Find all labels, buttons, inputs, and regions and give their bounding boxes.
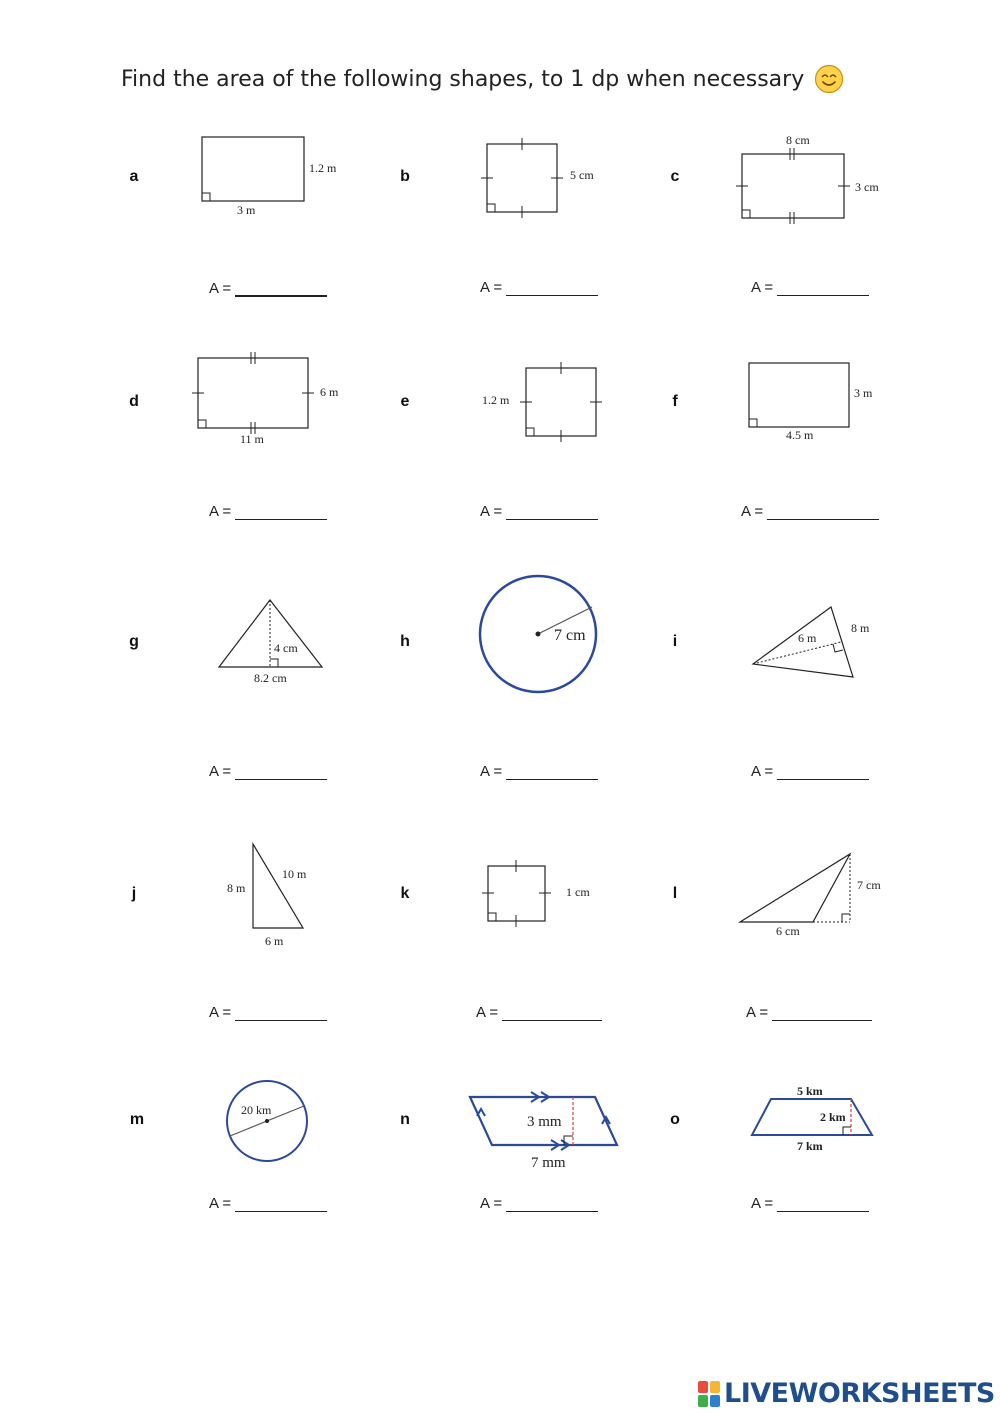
answer-i	[751, 763, 869, 780]
answer-blank-i[interactable]	[777, 763, 869, 780]
svg-text:3 mm: 3 mm	[527, 1114, 562, 1130]
question-letter: l	[672, 885, 678, 902]
answer-blank-b[interactable]	[506, 279, 598, 296]
question-letter: g	[129, 633, 139, 650]
instruction-text: Find the area of the following shapes, to 1 dp when necessary	[121, 66, 805, 92]
triangle-figure-i	[733, 590, 893, 690]
question-letter: j	[131, 885, 137, 902]
answer-blank-a[interactable]	[235, 279, 327, 297]
answer-n	[480, 1195, 598, 1212]
right-triangle-figure-j	[215, 832, 335, 957]
question-letter: b	[400, 168, 410, 185]
svg-text:1 cm: 1 cm	[566, 885, 590, 899]
question-letter: n	[400, 1111, 410, 1128]
answer-prefix: A =	[751, 763, 774, 780]
svg-text:8 m: 8 m	[227, 881, 246, 895]
svg-text:11 m: 11 m	[240, 432, 264, 446]
answer-blank-h[interactable]	[506, 763, 598, 780]
svg-text:7 cm: 7 cm	[554, 627, 586, 644]
svg-text:3 cm: 3 cm	[855, 180, 879, 194]
answer-o	[751, 1195, 869, 1212]
svg-text:8 m: 8 m	[851, 621, 870, 635]
svg-text:2 km: 2 km	[820, 1110, 846, 1124]
square-figure-e	[470, 352, 610, 452]
question-letter: m	[129, 1111, 145, 1128]
answer-blank-l[interactable]	[772, 1004, 872, 1021]
answer-prefix: A =	[480, 763, 503, 780]
answer-l	[746, 1004, 872, 1021]
worksheet-title	[121, 64, 844, 94]
answer-f	[741, 503, 879, 520]
answer-prefix: A =	[480, 503, 503, 520]
rectangle-figure-a	[195, 128, 355, 228]
answer-prefix: A =	[209, 280, 232, 297]
answer-j	[209, 1004, 327, 1021]
answer-prefix: A =	[209, 1195, 232, 1212]
answer-k	[476, 1004, 602, 1021]
answer-prefix: A =	[209, 503, 232, 520]
rectangle-figure-d	[182, 345, 357, 455]
answer-blank-e[interactable]	[506, 503, 598, 520]
circle-figure-m	[220, 1070, 320, 1170]
svg-text:6 m: 6 m	[798, 631, 817, 645]
answer-blank-c[interactable]	[777, 279, 869, 296]
answer-prefix: A =	[751, 279, 774, 296]
logo-mark-icon	[698, 1381, 720, 1407]
answer-prefix: A =	[209, 763, 232, 780]
question-letter: k	[400, 885, 410, 902]
answer-prefix: A =	[480, 279, 503, 296]
svg-text:3 m: 3 m	[237, 203, 256, 217]
svg-text:7 mm: 7 mm	[531, 1155, 566, 1171]
svg-text:6 m: 6 m	[320, 385, 339, 399]
svg-text:1.2 m: 1.2 m	[309, 161, 337, 175]
answer-prefix: A =	[480, 1195, 503, 1212]
answer-blank-k[interactable]	[502, 1004, 602, 1021]
svg-text:6 m: 6 m	[265, 934, 284, 948]
rectangle-figure-c	[730, 128, 890, 228]
answer-h	[480, 763, 598, 780]
answer-blank-j[interactable]	[235, 1004, 327, 1021]
svg-text:5 km: 5 km	[797, 1084, 823, 1098]
svg-text:7 km: 7 km	[797, 1139, 823, 1153]
smiley-face-icon	[814, 64, 844, 94]
question-letter: c	[670, 168, 680, 185]
answer-blank-g[interactable]	[235, 763, 327, 780]
question-letter: i	[672, 633, 678, 650]
svg-text:6 cm: 6 cm	[776, 924, 800, 938]
svg-text:10 m: 10 m	[282, 867, 307, 881]
answer-e	[480, 503, 598, 520]
answer-blank-d[interactable]	[235, 503, 327, 520]
svg-text:7 cm: 7 cm	[857, 878, 881, 892]
svg-text:3 m: 3 m	[854, 386, 873, 400]
answer-d	[209, 503, 327, 520]
svg-text:1.2 m: 1.2 m	[482, 393, 510, 407]
question-letter: o	[670, 1111, 680, 1128]
answer-c	[751, 279, 869, 296]
liveworksheets-logo	[698, 1378, 995, 1409]
question-letter: e	[400, 393, 410, 410]
question-letter: h	[400, 633, 410, 650]
svg-text:8.2 cm: 8.2 cm	[254, 671, 287, 685]
square-figure-b	[475, 128, 615, 228]
obtuse-triangle-figure-l	[722, 840, 902, 950]
trapezium-figure-o	[745, 1078, 880, 1163]
answer-prefix: A =	[476, 1004, 499, 1021]
rectangle-figure-f	[738, 352, 888, 452]
logo-text: LIVEWORKSHEETS	[724, 1378, 995, 1409]
answer-prefix: A =	[751, 1195, 774, 1212]
answer-blank-m[interactable]	[235, 1195, 327, 1212]
answer-prefix: A =	[746, 1004, 769, 1021]
triangle-figure-g	[205, 590, 335, 690]
answer-prefix: A =	[741, 503, 764, 520]
question-letter: f	[672, 393, 678, 410]
answer-m	[209, 1195, 327, 1212]
answer-a	[209, 279, 327, 297]
answer-blank-n[interactable]	[506, 1195, 598, 1212]
answer-blank-f[interactable]	[767, 503, 879, 520]
question-letter: a	[129, 168, 139, 185]
svg-text:20 km: 20 km	[241, 1103, 272, 1117]
circle-figure-h	[474, 570, 604, 700]
svg-text:8 cm: 8 cm	[786, 133, 810, 147]
answer-b	[480, 279, 598, 296]
svg-text:4.5 m: 4.5 m	[786, 428, 814, 442]
answer-prefix: A =	[209, 1004, 232, 1021]
square-figure-k	[474, 852, 614, 942]
question-letter: d	[129, 393, 139, 410]
svg-text:4 cm: 4 cm	[274, 641, 298, 655]
parallelogram-figure-n	[465, 1080, 625, 1175]
answer-g	[209, 763, 327, 780]
svg-text:5 cm: 5 cm	[570, 168, 594, 182]
answer-blank-o[interactable]	[777, 1195, 869, 1212]
